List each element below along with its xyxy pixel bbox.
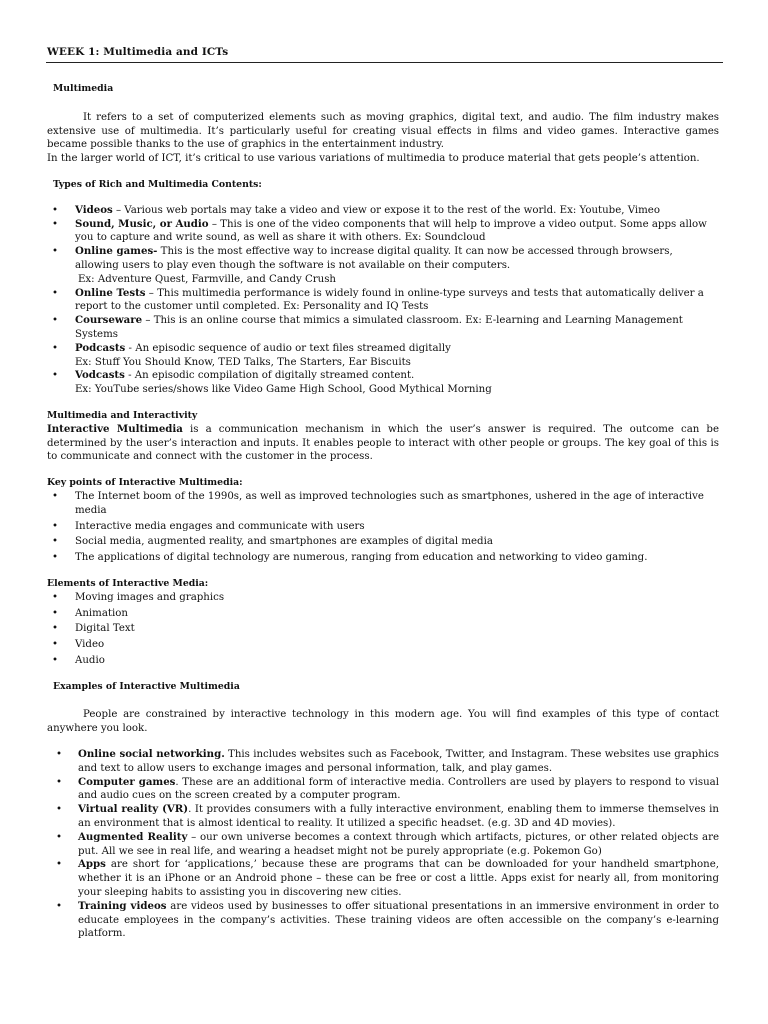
item-example: Ex: YouTube series/shows like Video Game High School, Good Mythical Morning (75, 384, 492, 396)
item-text: – This is one of the video components that will help to improve a video output. Some apps allow you to capture and write sound, as well as share it with others. Ex: Soundcloud (75, 218, 707, 244)
document-body (47, 78, 719, 941)
list-item: • Training videos are videos used by businesses to offer situational presentations in an immersive environment in order to educate employees in the company’s activities. These training videos are often accessible on the company’s e-learning platform. (56, 899, 719, 940)
item-term: Podcasts (75, 341, 126, 354)
interactivity-text: is a communication mechanism in which the user’s answer is required. The outcome can be determined by the user’s interaction and inputs. It enables people to interact with other people or groups. The key goal of this is to communicate and connect with the customer in the process. (47, 423, 719, 463)
item-text: This includes websites such as Facebook, Twitter, and Instagram. These websites use graphics and text to allow users to exchange images and personal information, talk, and play games. (78, 749, 719, 774)
list-item: • The applications of digital technology are numerous, ranging from education and networking to video gaming. (52, 552, 648, 564)
examples-heading: Examples of Interactive Multimedia (53, 680, 240, 692)
list-item: • Interactive media engages and communicate with users (52, 520, 365, 532)
list-item: • Sound, Music, or Audio – This is one of the video components that will help to improve a video output. Some apps allow you to capture and write sound, as well as share it with others. Ex: Soundcloud (52, 217, 707, 244)
list-item: • Animation (52, 607, 128, 619)
item-example: Ex: Adventure Quest, Farmville, and Candy Crush (78, 273, 336, 285)
item-text: – Various web portals may take a video and view or expose it to the rest of the world. Ex: Youtube, Vimeo (112, 204, 660, 216)
item-text: - An episodic compilation of digitally streamed content. (124, 370, 415, 382)
title-divider (46, 62, 723, 63)
item-term: Online social networking. (78, 748, 225, 761)
elements-heading: Elements of Interactive Media: (47, 577, 209, 589)
item-text: The applications of digital technology are numerous, ranging from education and networking to video gaming. (75, 552, 648, 564)
list-item: • Podcasts - An episodic sequence of audio or text files streamed digitally Ex: Stuff You Should Know, TED Talks, The Starters, Ear Biscuits (47, 342, 719, 370)
list-item: • Apps are short for ‘applications,’ because these are programs that can be downloaded for your handheld smartphone, whether it is an iPhone or an Android phone – these can be free or cost a little. Apps exist for nearly all, from monitoring your sleeping habits to assisting you in discovering new cities. (56, 858, 719, 899)
list-item: • The Internet boom of the 1990s, as well as improved technologies such as smartphones, ushered in the age of interactive media (52, 490, 704, 516)
item-term: Augmented Reality (78, 830, 188, 843)
item-term: Sound, Music, or Audio (75, 217, 209, 230)
item-term: Virtual reality (VR) (78, 803, 189, 816)
item-text: Social media, augmented reality, and smartphones are examples of digital media (75, 536, 493, 548)
examples-list (47, 748, 719, 941)
item-text: Audio (75, 654, 105, 666)
item-term: Online Tests (75, 286, 146, 299)
types-heading: Types of Rich and Multimedia Contents: (53, 178, 262, 190)
item-text: Digital Text (75, 623, 135, 635)
elements-list (47, 591, 719, 668)
item-term: Computer games (78, 775, 176, 788)
list-item: • Videos – Various web portals may take a video and view or expose it to the rest of the world. Ex: Youtube, Vimeo (52, 203, 660, 216)
list-item: • Virtual reality (VR). It provides consumers with a fully interactive environment, enabling them to immerse themselves in an environment that is almost identical to reality. It utilized a specific headset. (e.g. 3D and 4D movies). (56, 803, 719, 830)
item-term: Videos (75, 203, 113, 216)
list-item: • Vodcasts - An episodic compilation of digitally streamed content. Ex: YouTube series/shows like Video Game High School, Good Mythical Morning (47, 369, 719, 397)
item-text: This is the most effective way to increase digital quality. It can now be accessed through browsers, allowing users to play even though the software is not available on their computers. (75, 246, 673, 271)
item-text: Moving images and graphics (75, 591, 225, 603)
multimedia-heading: Multimedia (53, 83, 114, 94)
list-item: • Digital Text (52, 623, 135, 635)
item-term: Online games- (75, 245, 158, 258)
list-item: • Computer games. These are an additional form of interactive media. Controllers are used by players to respond to visual and audio cues on the screen created by a computer program. (56, 775, 719, 802)
page-title: WEEK 1: Multimedia and ICTs (47, 46, 229, 58)
item-text: - An episodic sequence of audio or text files streamed digitally (125, 342, 451, 354)
item-example: Ex: Stuff You Should Know, TED Talks, The Starters, Ear Biscuits (75, 356, 411, 368)
item-text: are short for ‘applications,’ because these are programs that can be downloaded for your handheld smartphone, whether it is an iPhone or an Android phone – these can be free or cost a little. Apps exist for nearly all, from monitoring your sleeping habits to assisting you in discovering new cities. (78, 859, 719, 899)
list-item: • Video (52, 639, 105, 651)
item-term: Apps (78, 858, 106, 871)
item-term: Vodcasts (75, 369, 125, 382)
multimedia-paragraph: It refers to a set of computerized elements such as moving graphics, digital text, and audio. The film industry makes extensive use of multimedia. It’s particularly useful for creating visual effects in films and video games. Interactive games became possible thanks to the use of graphics in the entertainment industry. (47, 111, 719, 151)
item-text: . These are an additional form of interactive media. Controllers are used by players to respond to visual and audio cues on the screen created by a computer program. (78, 776, 719, 802)
list-item: • Online games- This is the most effective way to increase digital quality. It can now be accessed through browsers, allowing users to play even though the software is not available on their computers. Ex: Adventure Quest, Farmville, and Candy Crush (47, 245, 719, 286)
interactivity-paragraph (47, 423, 719, 464)
list-item: • Online social networking. This includes websites such as Facebook, Twitter, and Instagram. These websites use graphics and text to allow users to exchange images and personal information, talk, and play games. (56, 748, 719, 774)
list-item: • Online Tests – This multimedia performance is widely found in online-type surveys and tests that automatically deliver a report to the customer until completed. Ex: Personality and IQ Tests (52, 286, 704, 313)
item-text: . It provides consumers with a fully interactive environment, enabling them to immerse themselves in an environment that is almost identical to reality. It utilized a specific headset. (e.g. 3D and 4D movies). (78, 804, 719, 830)
list-item: • Social media, augmented reality, and smartphones are examples of digital media (52, 536, 493, 548)
keypoints-heading: Key points of Interactive Multimedia: (47, 477, 243, 489)
interactivity-heading: Multimedia and Interactivity (47, 409, 198, 421)
types-list (47, 204, 719, 397)
item-text: – This is an online course that mimics a simulated classroom. Ex: E-learning and Learning Management Systems (75, 315, 683, 340)
item-term: Training videos (78, 899, 167, 912)
item-text: Animation (75, 607, 128, 619)
item-term: Courseware (75, 314, 143, 327)
item-text: – our own universe becomes a context through which artifacts, pictures, or other related objects are put. All we see in real life, and wearing a headset might not be purely appropriate (e.g. Pokemon Go) (78, 831, 719, 857)
item-text: Interactive media engages and communicate with users (75, 520, 365, 532)
list-item: • Moving images and graphics (52, 591, 225, 603)
multimedia-paragraph-2: In the larger world of ICT, it’s critical to use various variations of multimedia to produce material that gets people’s attention. (47, 153, 700, 165)
item-text: The Internet boom of the 1990s, as well as improved technologies such as smartphones, ushered in the age of interactive media (75, 490, 704, 516)
keypoints-list (47, 490, 719, 565)
list-item: • Courseware – This is an online course that mimics a simulated classroom. Ex: E-learning and Learning Management Systems (52, 314, 683, 340)
examples-intro: People are constrained by interactive technology in this modern age. You will find examples of this type of contact anywhere you look. (47, 709, 719, 735)
interactivity-term: Interactive Multimedia (47, 422, 183, 435)
item-text: are videos used by businesses to offer situational presentations in an immersive environment in order to educate employees in the company’s activities. These training videos are often accessible on the company’s e-learning platform. (78, 900, 719, 940)
list-item: • Augmented Reality – our own universe becomes a context through which artifacts, pictures, or other related objects are put. All we see in real life, and wearing a headset might not be purely appropriate (e.g. Pokemon Go) (56, 830, 719, 857)
item-text: – This multimedia performance is widely found in online-type surveys and tests that automatically deliver a report to the customer until completed. Ex: Personality and IQ Tests (75, 287, 704, 313)
list-item: • Audio (52, 654, 105, 666)
item-text: Video (75, 639, 105, 651)
